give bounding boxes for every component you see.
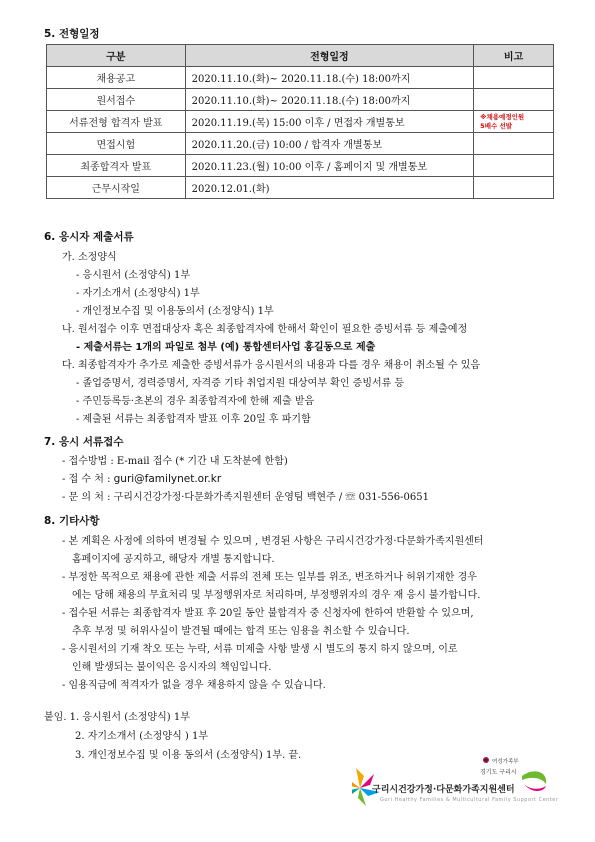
list-item: - 접수된 서류는 최종합격자 발표 후 20일 동안 불합격자 중 신청자에 한하여 반환할 수 있으며, xyxy=(62,608,474,619)
list-item: - 자기소개서 (소정양식) 1부 xyxy=(76,288,200,299)
center-name: 구리시건강가정·다문화가족지원센터 xyxy=(372,785,515,795)
row-schedule: 2020.12.01.(화) xyxy=(185,177,474,199)
row-schedule: 2020.11.10.(화)~ 2020.11.18.(수) 18:00까지 xyxy=(185,89,474,111)
table-row xyxy=(47,111,554,133)
row-label: 면접시험 xyxy=(47,133,186,155)
row-remark xyxy=(474,177,554,199)
swoosh-emblem-icon xyxy=(522,771,546,791)
row-schedule: 2020.11.10.(화)~ 2020.11.18.(수) 18:00까지 xyxy=(185,67,474,89)
sub-item-c: 다. 최종합격자가 추가로 제출한 증빙서류가 응시원서의 내용과 다를 경우 채용이 취소될 수 있음 xyxy=(62,360,481,371)
list-item xyxy=(62,470,221,485)
table-header-row xyxy=(47,45,554,67)
row-label: 최종합격자 발표 xyxy=(47,155,186,177)
row-label: 원서접수 xyxy=(47,89,186,111)
table-row xyxy=(47,177,554,199)
reception-label: - 접 수 처 : xyxy=(62,474,114,485)
row-schedule: 2020.11.23.(월) 10:00 이후 / 홈페이지 및 개별통보 xyxy=(185,155,474,177)
row-remark xyxy=(474,111,554,133)
remark-note-line1: ※채용예정인원 xyxy=(480,112,525,121)
list-item: - 부정한 목적으로 채용에 관한 제출 서류의 전체 또는 일부를 위조, 변조하거나 허위기재한 경우 xyxy=(62,572,477,583)
row-label: 서류전형 합격자 발표 xyxy=(47,111,186,133)
table-row xyxy=(47,155,554,177)
list-item: - 졸업증명서, 경력증명서, 자격증 기타 취업지원 대상여부 확인 증빙서류 등 xyxy=(76,378,405,389)
list-item-continued: 추후 부정 및 허위사실이 발견될 때에는 합격 또는 임용을 취소할 수 있습니다. xyxy=(72,626,410,637)
attachment-item: 3. 개인정보수집 및 이용 동의서 (소정양식) 1부. 끝. xyxy=(75,750,302,761)
table-row xyxy=(47,133,554,155)
list-item: - 응시원서의 기재 착오 또는 누락, 서류 미제출 사항 발생 시 별도의 통지 하지 않으며, 이로 xyxy=(62,644,458,655)
header-schedule: 전형일정 xyxy=(185,45,474,67)
header-category: 구분 xyxy=(47,45,186,67)
remark-note-line2: 5배수 선발 xyxy=(480,121,513,130)
list-item: - 접수방법 : E-mail 접수 (* 기간 내 도착분에 한함) xyxy=(62,456,288,467)
row-schedule: 2020.11.20.(금) 10:00 / 합격자 개별통보 xyxy=(185,133,474,155)
list-item: - 주민등록등·초본의 경우 최종합격자에 한해 제출 받음 xyxy=(76,396,315,407)
schedule-table xyxy=(46,44,554,199)
row-label: 근무시작일 xyxy=(47,177,186,199)
list-item-continued: 에는 당해 채용의 무효처리 및 부정행위자로 처리하며, 부정행위자의 경우 재 응시 불가합니다. xyxy=(72,590,481,601)
ministry-emblem-icon xyxy=(483,757,489,763)
row-remark xyxy=(474,155,554,177)
ministry-name: 여성가족부 xyxy=(492,759,519,765)
list-item: - 응시원서 (소정양식) 1부 xyxy=(76,270,191,281)
list-item: - 문 의 처 : 구리시건강가정·다문화가족지원센터 운영팀 백현주 / ☏ 031-556-0651 xyxy=(62,492,429,503)
list-item: - 본 계획은 사정에 의하여 변경될 수 있으며 , 변경된 사항은 구리시건강가정·다문화가족지원센터 xyxy=(62,536,484,547)
table-row xyxy=(47,67,554,89)
header-remarks: 비고 xyxy=(474,45,554,67)
list-item-continued: 인해 발생되는 불이익은 응시자의 책임입니다. xyxy=(72,662,272,673)
list-item-continued: 홈페이지에 공지하고, 해당자 개별 통지합니다. xyxy=(72,554,275,565)
sub-item-b: 나. 원서접수 이후 면접대상자 혹은 최종합격자에 한해서 확인이 필요한 증빙서류 등 제출예정 xyxy=(62,324,468,335)
sub-item-a: 가. 소정양식 xyxy=(62,252,117,263)
attachment-item: 붙임. 1. 응시원서 (소정양식) 1부 xyxy=(44,712,190,723)
attachment-item: 2. 자기소개서 (소정양식 ) 1부 xyxy=(75,731,209,742)
list-item: - 개인정보수집 및 이용동의서 (소정양식) 1부 xyxy=(76,306,274,317)
row-remark xyxy=(474,89,554,111)
section-5-title: 5. 전형일정 xyxy=(44,28,100,40)
center-name-english: Guri Healthy Families & Multicultural Family Support Center xyxy=(380,797,559,803)
section-7-title: 7. 응시 서류접수 xyxy=(44,436,124,448)
row-label: 채용공고 xyxy=(47,67,186,89)
email-link[interactable]: guri@familynet.or.kr xyxy=(113,473,222,485)
city-name: 경기도 구리시 xyxy=(480,769,517,776)
list-item-emphasis: - 제출서류는 1개의 파일로 첨부 (예) 통합센터사업 홍길동으로 제출 xyxy=(76,342,376,353)
section-8-title: 8. 기타사항 xyxy=(44,515,100,527)
row-remark xyxy=(474,67,554,89)
row-remark xyxy=(474,133,554,155)
list-item: - 임용직급에 적격자가 없을 경우 채용하지 않을 수 있습니다. xyxy=(62,680,326,691)
section-6-title: 6. 응시자 제출서류 xyxy=(44,231,134,243)
table-row xyxy=(47,89,554,111)
list-item: - 제출된 서류는 최종합격자 발표 이후 20일 후 파기함 xyxy=(76,414,311,425)
row-schedule: 2020.11.19.(목) 15:00 이후 / 면접자 개별통보 xyxy=(185,111,474,133)
